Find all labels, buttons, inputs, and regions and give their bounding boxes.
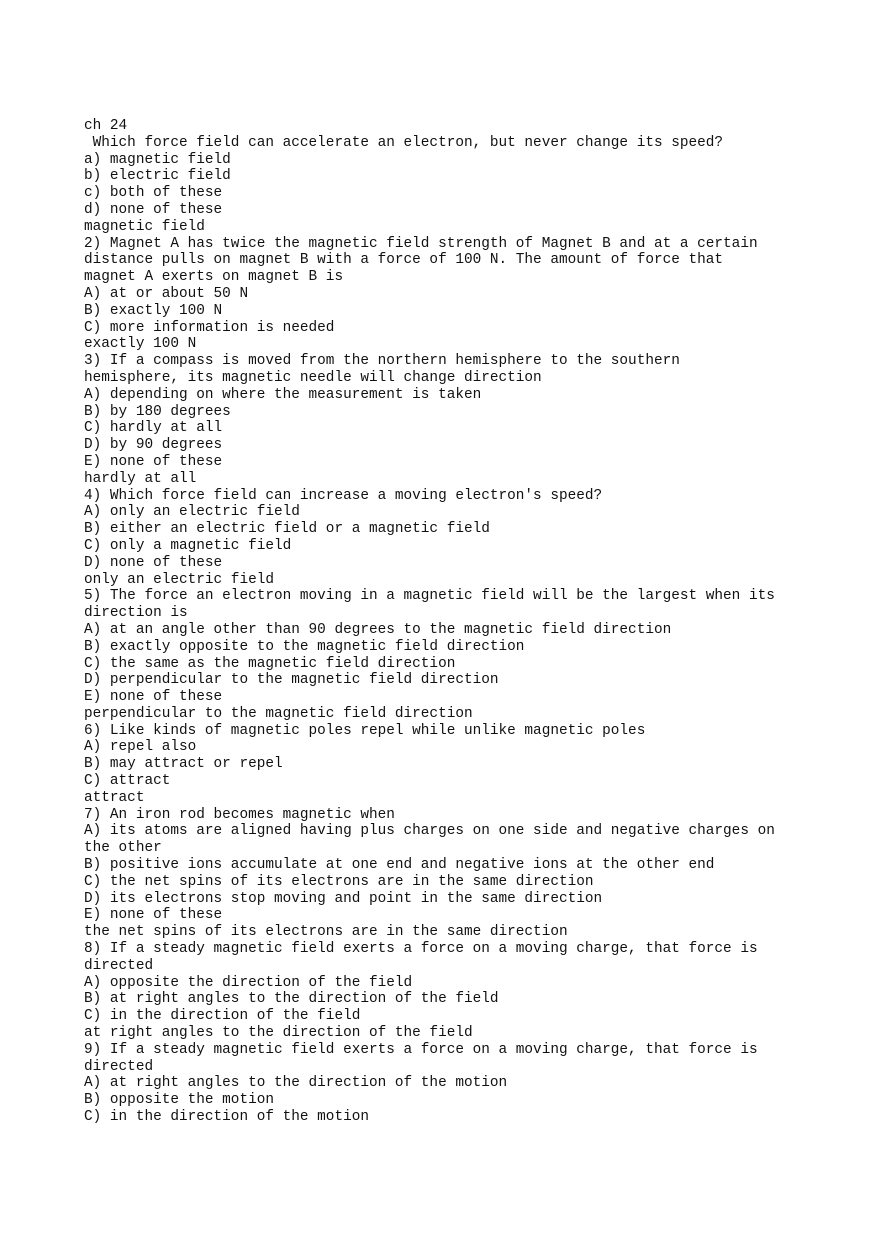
- text-line: b) electric field: [84, 168, 231, 185]
- text-line: E) none of these: [84, 689, 223, 706]
- text-line: d) none of these: [84, 201, 223, 218]
- text-line: C) more information is needed: [84, 319, 335, 336]
- text-line: B) exactly opposite to the magnetic field direction: [84, 638, 525, 655]
- text-line: A) depending on where the measurement is taken: [84, 386, 482, 403]
- text-line: B) either an electric field or a magnetic field: [84, 521, 490, 538]
- text-line: D) none of these: [84, 554, 223, 571]
- text-line: 8) If a steady magnetic field exerts a force on a moving charge, that force is: [84, 941, 758, 958]
- text-line: 4) Which force field can increase a moving electron's speed?: [84, 487, 603, 504]
- text-line: directed: [84, 1058, 154, 1075]
- text-line: A) at or about 50 N: [84, 285, 249, 302]
- text-line: distance pulls on magnet B with a force of 100 N. The amount of force that: [84, 252, 724, 269]
- text-line: hardly at all: [84, 470, 197, 487]
- text-line: C) in the direction of the field: [84, 1008, 361, 1025]
- text-line: C) in the direction of the motion: [84, 1109, 369, 1126]
- text-line: c) both of these: [84, 185, 223, 202]
- text-line: a) magnetic field: [84, 151, 231, 168]
- text-line: B) positive ions accumulate at one end and negative ions at the other end: [84, 857, 715, 874]
- text-line: A) opposite the direction of the field: [84, 974, 413, 991]
- text-line: B) opposite the motion: [84, 1092, 274, 1109]
- text-line: A) its atoms are aligned having plus charges on one side and negative charges on: [84, 823, 775, 840]
- text-line: the net spins of its electrons are in the same direction: [84, 924, 568, 941]
- text-line: exactly 100 N: [84, 336, 197, 353]
- document-page: [84, 118, 864, 1126]
- text-line: D) perpendicular to the magnetic field direction: [84, 672, 499, 689]
- text-line: B) exactly 100 N: [84, 302, 223, 319]
- text-line: C) attract: [84, 773, 171, 790]
- text-line: C) the same as the magnetic field direction: [84, 655, 456, 672]
- text-line: B) may attract or repel: [84, 756, 283, 773]
- text-line: magnet A exerts on magnet B is: [84, 269, 344, 286]
- text-line: directed: [84, 957, 154, 974]
- text-line: B) at right angles to the direction of the field: [84, 991, 499, 1008]
- text-line: B) by 180 degrees: [84, 403, 231, 420]
- text-line: at right angles to the direction of the field: [84, 1025, 473, 1042]
- text-line: magnetic field: [84, 218, 205, 235]
- text-line: C) the net spins of its electrons are in the same direction: [84, 873, 594, 890]
- text-line: C) hardly at all: [84, 420, 223, 437]
- text-line: 9) If a steady magnetic field exerts a force on a moving charge, that force is: [84, 1041, 758, 1058]
- text-line: only an electric field: [84, 571, 274, 588]
- text-line: the other: [84, 840, 162, 857]
- text-line: A) at an angle other than 90 degrees to the magnetic field direction: [84, 621, 672, 638]
- text-line: 7) An iron rod becomes magnetic when: [84, 806, 395, 823]
- text-line: attract: [84, 789, 145, 806]
- text-line: ch 24: [84, 118, 128, 134]
- text-line: A) repel also: [84, 739, 197, 756]
- text-line: 2) Magnet A has twice the magnetic field strength of Magnet B and at a certain: [84, 235, 758, 252]
- text-line: perpendicular to the magnetic field direction: [84, 705, 473, 722]
- text-line: 6) Like kinds of magnetic poles repel while unlike magnetic poles: [84, 722, 646, 739]
- text-line: D) its electrons stop moving and point in the same direction: [84, 890, 603, 907]
- text-line: E) none of these: [84, 907, 223, 924]
- text-line: A) at right angles to the direction of the motion: [84, 1075, 508, 1092]
- text-line: D) by 90 degrees: [84, 437, 223, 454]
- text-line: hemisphere, its magnetic needle will change direction: [84, 369, 542, 386]
- text-line: 3) If a compass is moved from the northern hemisphere to the southern: [84, 353, 680, 370]
- text-line: Which force field can accelerate an electron, but never change its speed?: [84, 134, 724, 151]
- text-line: E) none of these: [84, 453, 223, 470]
- text-line: 5) The force an electron moving in a magnetic field will be the largest when its: [84, 588, 775, 605]
- text-line: C) only a magnetic field: [84, 537, 292, 554]
- text-line: direction is: [84, 605, 188, 622]
- text-line: A) only an electric field: [84, 504, 300, 521]
